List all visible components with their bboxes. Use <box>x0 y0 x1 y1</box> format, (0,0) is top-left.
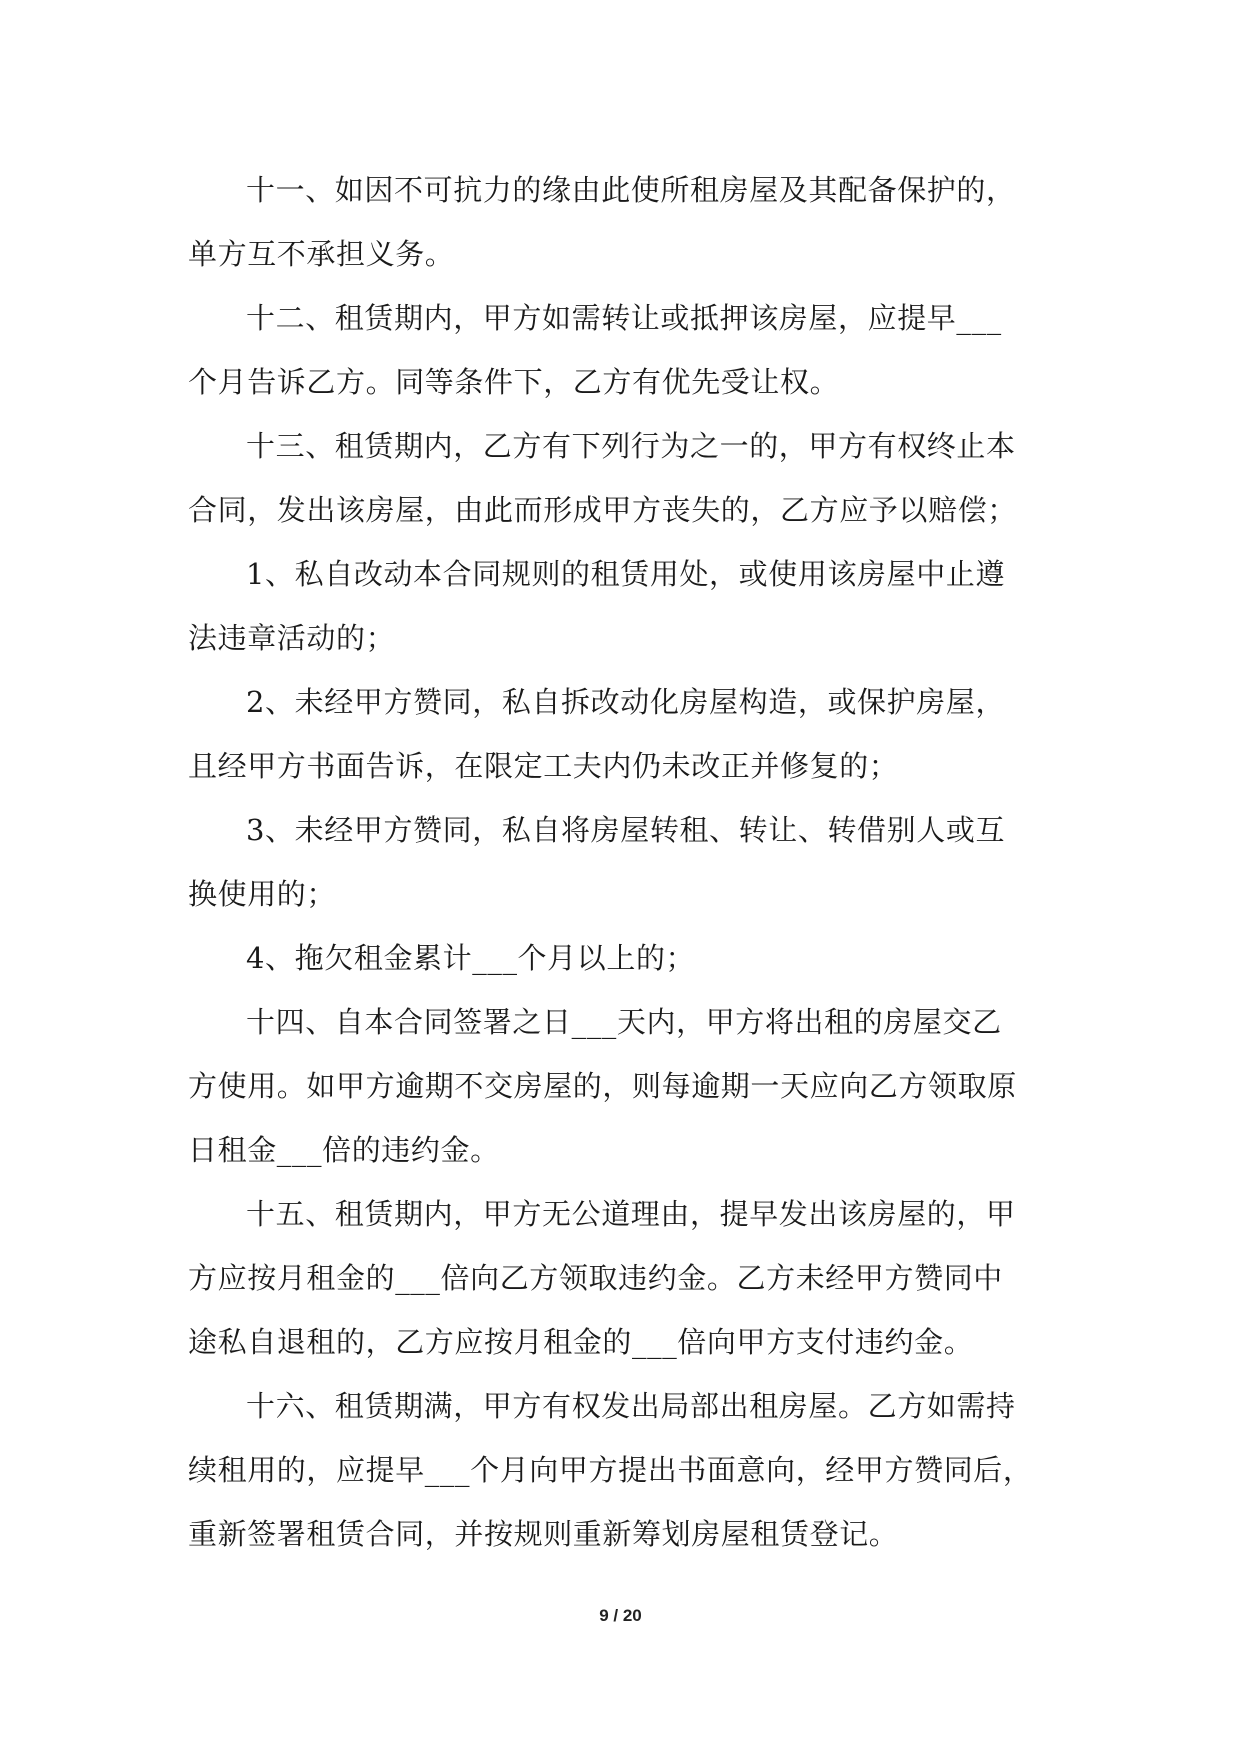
paragraph-line: 合同，发出该房屋，由此而形成甲方丧失的，乙方应予以赔偿； <box>188 493 1017 527</box>
paragraph-line: 3、未经甲方赞同，私自将房屋转租、转让、转借别人或互 <box>246 813 1006 847</box>
paragraph-line: 1、私自改动本合同规则的租赁用处，或使用该房屋中止遵 <box>246 557 1006 591</box>
paragraph-line: 方使用。如甲方逾期不交房屋的，则每逾期一天应向乙方领取原 <box>188 1069 1017 1103</box>
paragraph-line: 2、未经甲方赞同，私自拆改动化房屋构造，或保护房屋， <box>246 685 1006 719</box>
paragraph-line: 十三、租赁期内，乙方有下列行为之一的，甲方有权终止本 <box>246 429 1016 463</box>
paragraph <box>188 670 1058 798</box>
page-number: 9 / 20 <box>599 1606 642 1625</box>
paragraph-line: 单方互不承担义务。 <box>188 237 455 271</box>
paragraph-line: 十四、自本合同签署之日___天内，甲方将出租的房屋交乙 <box>246 1005 1002 1039</box>
paragraph <box>188 990 1058 1182</box>
paragraph-line: 法违章活动的； <box>188 621 396 655</box>
paragraph-line: 个月告诉乙方。同等条件下，乙方有优先受让权。 <box>188 365 840 399</box>
paragraph-line: 换使用的； <box>188 877 337 911</box>
paragraph-line: 十六、租赁期满，甲方有权发出局部出租房屋。乙方如需持 <box>246 1389 1016 1423</box>
paragraph <box>188 542 1058 670</box>
paragraph-line: 4、拖欠租金累计___个月以上的； <box>246 941 696 975</box>
paragraph-line: 十二、租赁期内，甲方如需转让或抵押该房屋，应提早___ <box>246 301 1002 335</box>
paragraph-line: 重新签署租赁合同，并按规则重新筹划房屋租赁登记。 <box>188 1517 899 1551</box>
paragraph <box>188 798 1058 926</box>
paragraph <box>188 1182 1058 1374</box>
paragraph-line: 十五、租赁期内，甲方无公道理由，提早发出该房屋的，甲 <box>246 1197 1016 1231</box>
paragraph-line: 十一、如因不可抗力的缘由此使所租房屋及其配备保护的， <box>246 173 1016 207</box>
paragraph <box>188 1374 1058 1566</box>
paragraph-line: 日租金___倍的违约金。 <box>188 1133 500 1167</box>
paragraph <box>188 158 1058 286</box>
paragraph <box>188 926 1058 990</box>
paragraph-line: 续租用的，应提早___个月向甲方提出书面意向，经甲方赞同后， <box>188 1453 1033 1487</box>
paragraph <box>188 286 1058 414</box>
paragraph <box>188 414 1058 542</box>
document-body <box>188 158 1058 1566</box>
paragraph-line: 且经甲方书面告诉，在限定工夫内仍未改正并修复的； <box>188 749 899 783</box>
paragraph-line: 方应按月租金的___倍向乙方领取违约金。乙方未经甲方赞同中 <box>188 1261 1003 1295</box>
paragraph-line: 途私自退租的，乙方应按月租金的___倍向甲方支付违约金。 <box>188 1325 974 1359</box>
